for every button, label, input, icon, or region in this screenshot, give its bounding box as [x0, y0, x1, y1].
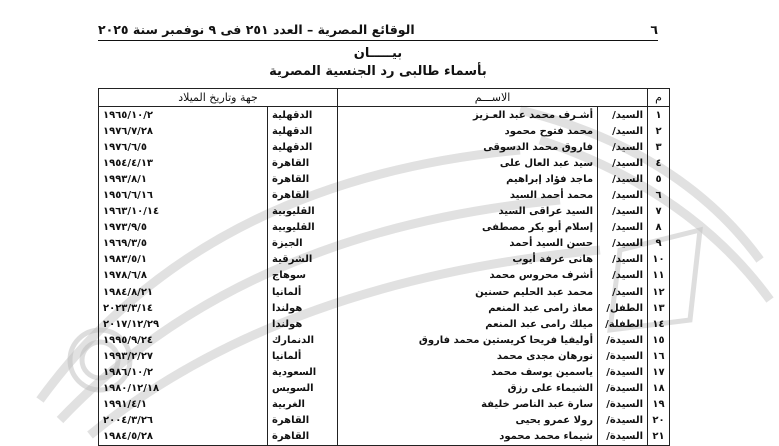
row-number: ١٨: [648, 381, 670, 397]
row-number: ٢٠: [648, 413, 670, 429]
row-birthplace: الدقهلية: [268, 107, 338, 124]
table-row: [99, 381, 670, 397]
row-birthplace: القاهرة: [268, 187, 338, 203]
row-name: ماجد فؤاد إبراهيم: [338, 171, 598, 187]
row-birthplace: القاهرة: [268, 413, 338, 429]
row-name: محمد عبد الحليم حسنين: [338, 284, 598, 300]
table-row: [99, 397, 670, 413]
row-birthplace: سوهاج: [268, 268, 338, 284]
table-row: [99, 300, 670, 316]
header-number: م: [648, 89, 670, 107]
row-title: السيد/: [598, 284, 648, 300]
row-birthdate: ١٩٧٦/٦/٥: [99, 139, 268, 155]
row-birthplace: القاهرة: [268, 171, 338, 187]
row-birthplace: الدقهلية: [268, 123, 338, 139]
row-birthdate: ١٩٧٣/٩/٥: [99, 220, 268, 236]
table-row: [99, 220, 670, 236]
row-birthdate: ١٩٩٣/٨/١: [99, 171, 268, 187]
row-title: السيد/: [598, 252, 648, 268]
row-birthdate: ١٩٩٥/٩/٢٤: [99, 332, 268, 348]
row-birthdate: ١٩٧٦/٧/٢٨: [99, 123, 268, 139]
row-title: السيدة/: [598, 397, 648, 413]
row-title: السيدة/: [598, 381, 648, 397]
row-number: ١٦: [648, 348, 670, 364]
row-number: ١٠: [648, 252, 670, 268]
row-birthdate: ١٩٥٤/٤/١٣: [99, 155, 268, 171]
row-birthdate: ١٩٨٤/٥/٢٨: [99, 429, 268, 446]
row-title: السيدة/: [598, 413, 648, 429]
table-row: [99, 155, 670, 171]
row-number: ٧: [648, 204, 670, 220]
row-title: السيد/: [598, 268, 648, 284]
table-row: [99, 107, 670, 124]
table-row: [99, 187, 670, 203]
row-title: السيد/: [598, 155, 648, 171]
row-title: السيد/: [598, 187, 648, 203]
row-title: السيد/: [598, 107, 648, 124]
row-number: ١٢: [648, 284, 670, 300]
row-birthplace: السعودية: [268, 365, 338, 381]
row-number: ١٥: [648, 332, 670, 348]
row-number: ٥: [648, 171, 670, 187]
row-title: السيد/: [598, 204, 648, 220]
row-birthdate: ١٩٩١/٤/١: [99, 397, 268, 413]
row-birthplace: الشرقية: [268, 252, 338, 268]
row-birthplace: هولندا: [268, 300, 338, 316]
row-birthplace: القليوبية: [268, 220, 338, 236]
table-row: [99, 332, 670, 348]
row-title: السيد/: [598, 123, 648, 139]
row-title: السيدة/: [598, 429, 648, 446]
row-birthdate: ١٩٥٦/٦/١٦: [99, 187, 268, 203]
row-name: سارة عبد الناصر خليفة: [338, 397, 598, 413]
row-number: ٩: [648, 236, 670, 252]
row-title: السيدة/: [598, 348, 648, 364]
row-name: معاذ رامى عبد المنعم: [338, 300, 598, 316]
running-header: [98, 22, 658, 38]
row-birthdate: ١٩٨٦/١٠/٢: [99, 365, 268, 381]
row-birthdate: ١٩٩٣/٢/٢٧: [99, 348, 268, 364]
document-title: بيـــــان: [353, 46, 403, 61]
row-title: الطفل/: [598, 300, 648, 316]
row-birthdate: ٢٠٠٤/٣/٢٦: [99, 413, 268, 429]
row-birthplace: الدقهلية: [268, 139, 338, 155]
row-name: أوليفيا فريحا كريستين محمد فاروق: [338, 332, 598, 348]
row-birthdate: ١٩٨٣/٥/١: [99, 252, 268, 268]
row-name: أشرف محروس محمد: [338, 268, 598, 284]
row-birthplace: ألمانيا: [268, 284, 338, 300]
row-name: أشـرف محمد عبد العـزيز: [338, 107, 598, 124]
row-birthdate: ١٩٦٥/١٠/٢: [99, 107, 268, 124]
row-number: ١٩: [648, 397, 670, 413]
row-name: ميلك رامى عبد المنعم: [338, 316, 598, 332]
row-name: نورهان مجدى محمد: [338, 348, 598, 364]
row-birthplace: الدنمارك: [268, 332, 338, 348]
row-birthdate: ٢٠١٧/١٢/٢٩: [99, 316, 268, 332]
table-row: [99, 252, 670, 268]
table-row: [99, 284, 670, 300]
row-number: ١٧: [648, 365, 670, 381]
row-title: السيد/: [598, 236, 648, 252]
row-name: ياسمين يوسف محمد: [338, 365, 598, 381]
gazette-title: الوقائع المصرية – العدد ٢٥١ فى ٩ نوفمبر سنة ٢٠٢٥: [98, 22, 415, 37]
row-name: الشيماء على رزق: [338, 381, 598, 397]
table-row: [99, 171, 670, 187]
table-header-row: [99, 89, 670, 107]
row-name: السيد عراقى السيد: [338, 204, 598, 220]
row-birthdate: ١٩٨٤/٨/٢١: [99, 284, 268, 300]
row-title: السيد/: [598, 171, 648, 187]
row-number: ٤: [648, 155, 670, 171]
table-row: [99, 204, 670, 220]
header-divider: [98, 40, 658, 41]
row-name: رولا عمرو يحيى: [338, 413, 598, 429]
row-number: ٢: [648, 123, 670, 139]
row-number: ١٣: [648, 300, 670, 316]
table-row: [99, 316, 670, 332]
row-birthplace: ألمانيا: [268, 348, 338, 364]
row-birthdate: ١٩٦٩/٣/٥: [99, 236, 268, 252]
table-row: [99, 429, 670, 446]
row-birthdate: ١٩٧٨/٦/٨: [99, 268, 268, 284]
applicants-table: [98, 88, 670, 446]
row-number: ١١: [648, 268, 670, 284]
row-name: محمد أحمد السيد: [338, 187, 598, 203]
table-row: [99, 268, 670, 284]
table-row: [99, 123, 670, 139]
row-number: ٦: [648, 187, 670, 203]
row-name: سيد عبد العال على: [338, 155, 598, 171]
table-row: [99, 139, 670, 155]
document-subtitle: بأسماء طالبى رد الجنسية المصرية: [269, 64, 487, 79]
row-name: شيماء محمد محمود: [338, 429, 598, 446]
table-row: [99, 413, 670, 429]
table-row: [99, 365, 670, 381]
row-number: ٣: [648, 139, 670, 155]
table-body: [99, 107, 670, 446]
row-name: محمد فتوح محمود: [338, 123, 598, 139]
row-birthdate: ٢٠٢٣/٣/١٤: [99, 300, 268, 316]
row-title: السيد/: [598, 139, 648, 155]
row-birthplace: الغربية: [268, 397, 338, 413]
row-number: ٢١: [648, 429, 670, 446]
row-birthdate: ١٩٨٠/١٢/١٨: [99, 381, 268, 397]
row-birthplace: الجيزة: [268, 236, 338, 252]
row-name: إسلام أبو بكر مصطفى: [338, 220, 598, 236]
table-row: [99, 348, 670, 364]
row-title: السيدة/: [598, 332, 648, 348]
row-name: فاروق محمد الدسوقى: [338, 139, 598, 155]
row-number: ٨: [648, 220, 670, 236]
row-birthdate: ١٩٦٣/١٠/١٤: [99, 204, 268, 220]
row-title: الطفلة/: [598, 316, 648, 332]
page-number: ٦: [650, 22, 658, 37]
row-birthplace: القاهرة: [268, 155, 338, 171]
header-name: الاســـم: [338, 89, 648, 107]
table-row: [99, 236, 670, 252]
row-birthplace: القاهرة: [268, 429, 338, 446]
row-title: السيد/: [598, 220, 648, 236]
row-birthplace: هولندا: [268, 316, 338, 332]
row-title: السيدة/: [598, 365, 648, 381]
row-birthplace: السويس: [268, 381, 338, 397]
header-place-date: جهة وتاريخ الميلاد: [99, 89, 338, 107]
row-birthplace: القليوبية: [268, 204, 338, 220]
row-name: هانى عرفة أيوب: [338, 252, 598, 268]
row-name: حسن السيد أحمد: [338, 236, 598, 252]
row-number: ١: [648, 107, 670, 124]
row-number: ١٤: [648, 316, 670, 332]
